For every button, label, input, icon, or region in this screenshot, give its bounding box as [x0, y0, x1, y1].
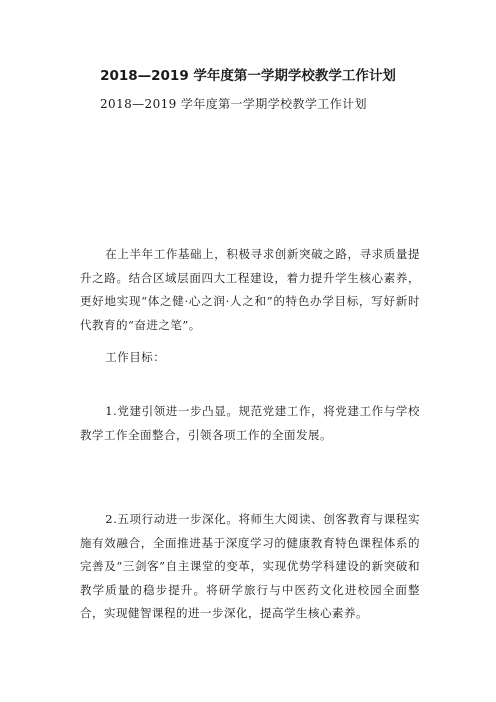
document-subtitle: 2018—2019 学年度第一学期学校教学工作计划: [100, 97, 367, 111]
goal-item-1: 1.党建引领进一步凸显。规范党建工作，将党建工作与学校教学工作全面整合，引领各项工作的全面发展。: [80, 404, 420, 442]
goal-item-2: 2.五项行动进一步深化。将师生大阅读、创客教育与课程实施有效融合，全面推进基于深度学习的健康教育特色课程体系的完善及“三剑客”自主课堂的变革，实现优势学科建设的新突破和教学质量的稳步提升。将研学旅行与中医药文化进校园全面整合，实现健智课程的进一步深化，提高学生核心素养。: [80, 512, 420, 620]
intro-paragraph: 在上半年工作基础上，积极寻求创新突破之路，寻求质量提升之路。结合区域层面四大工程建设，着力提升学生核心素养，更好地实现“体之健·心之润·人之和”的特色办学目标，写好新时代教育的“奋进之笔”。: [80, 247, 420, 332]
goals-heading: 工作目标：: [105, 350, 166, 364]
document-title: 2018—2019 学年度第一学期学校教学工作计划: [100, 68, 396, 84]
